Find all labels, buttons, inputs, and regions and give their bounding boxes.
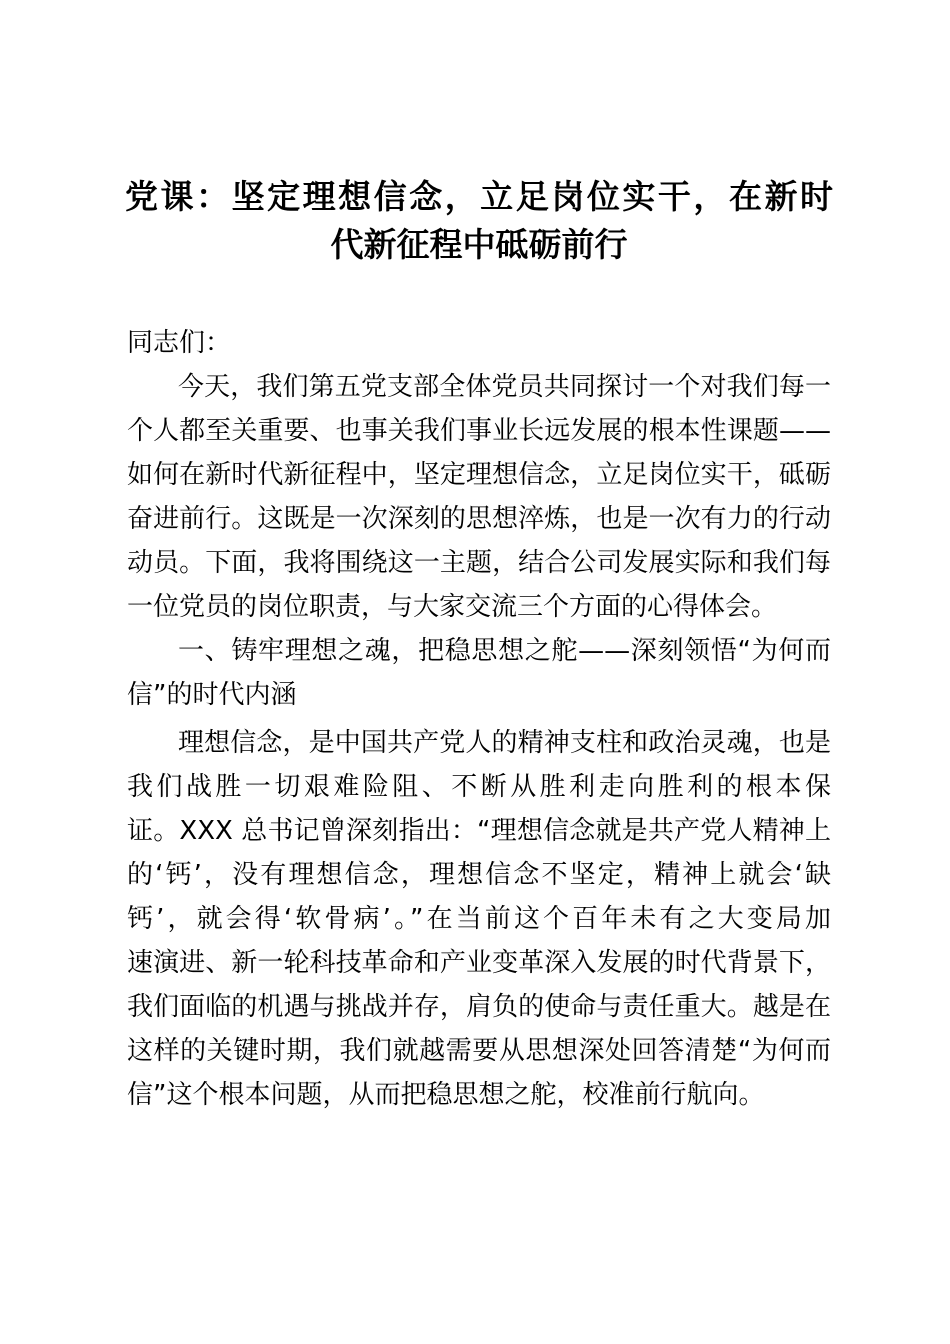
paragraph-1-line: 今天，我们第五党支部全体党员共同探讨一个对我们每一 [178, 372, 831, 402]
paragraph-2-line: 的‘钙’，没有理想信念，理想信念不坚定，精神上就会‘缺 [127, 860, 831, 890]
paragraph-1-line: 个人都至关重要、也事关我们事业长远发展的根本性课题—— [127, 416, 831, 446]
salutation: 同志们： [127, 328, 232, 358]
paragraph-1-line: 动员。下面，我将围绕这一主题，结合公司发展实际和我们每 [127, 548, 831, 578]
paragraph-2-line: 我们战胜一切艰难险阻、不断从胜利走向胜利的根本保 [127, 772, 831, 802]
paragraph-1-line: 一位党员的岗位职责，与大家交流三个方面的心得体会。 [127, 592, 778, 622]
paragraph-2-line: 证。XXX 总书记曾深刻指出：“理想信念就是共产党人精神上 [127, 816, 831, 846]
section-heading-1: 一、铸牢理想之魂，把稳思想之舵——深刻领悟“为何而 [178, 636, 831, 666]
paragraph-2-line: 速演进、新一轮科技革命和产业变革深入发展的时代背景下， [127, 948, 831, 978]
document-title-line-1: 党课：坚定理想信念，立足岗位实干，在新时 [125, 177, 833, 216]
paragraph-2-line: 信”这个根本问题，从而把稳思想之舵，校准前行航向。 [127, 1080, 765, 1110]
paragraph-1-line: 如何在新时代新征程中，坚定理想信念，立足岗位实干，砥砺 [127, 460, 831, 490]
section-heading-1: 信”的时代内涵 [127, 680, 297, 710]
paragraph-2-line: 我们面临的机遇与挑战并存，肩负的使命与责任重大。越是在 [127, 992, 831, 1022]
paragraph-2-line: 这样的关键时期，我们就越需要从思想深处回答清楚“为何而 [127, 1036, 831, 1066]
document-title-line-2: 代新征程中砥砺前行 [330, 225, 628, 264]
paragraph-2-line: 钙’，就会得‘软骨病’。”在当前这个百年未有之大变局加 [127, 904, 831, 934]
paragraph-2-line: 理想信念，是中国共产党人的精神支柱和政治灵魂，也是 [178, 728, 831, 758]
paragraph-1-line: 奋进前行。这既是一次深刻的思想淬炼，也是一次有力的行动 [127, 504, 831, 534]
